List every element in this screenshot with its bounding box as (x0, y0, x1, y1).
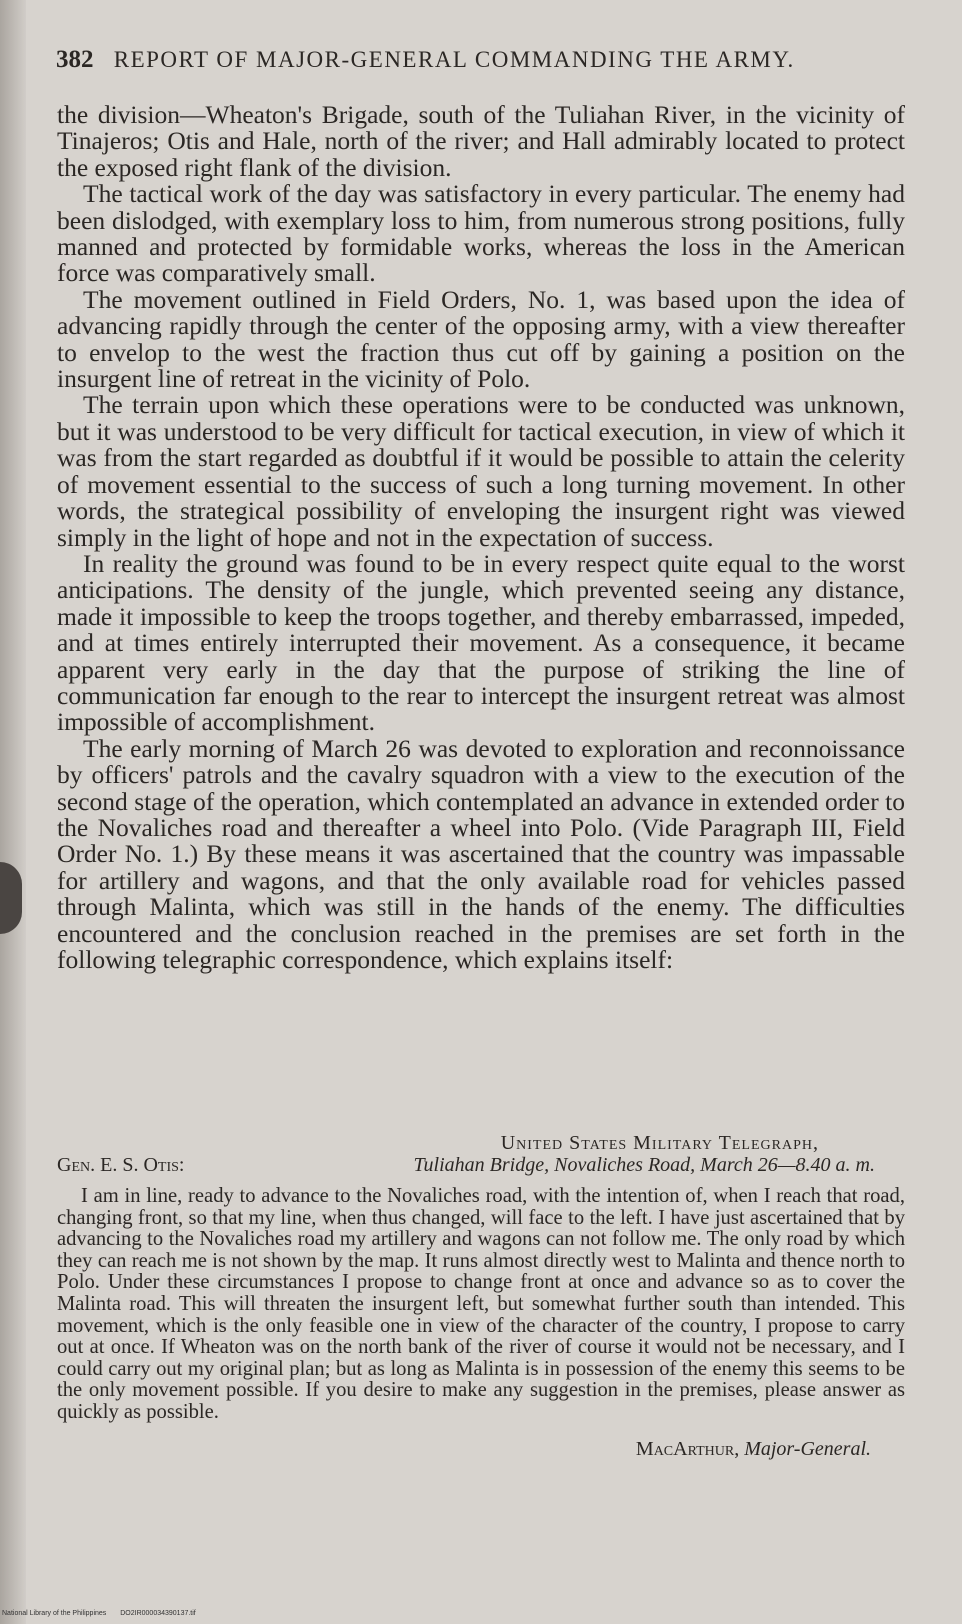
telegram (57, 1132, 905, 1460)
page-header (56, 46, 898, 74)
page-binding-edge (0, 0, 26, 1624)
footer-identifier: DO2IR000034390137.tif (120, 1610, 196, 1617)
telegram-addressee: Gen. E. S. Otis: (57, 1154, 185, 1176)
paragraph: The terrain upon which these operations were to be conducted was unknown, but it was understood to be very difficult for tactical execution, in view of which it was from the start regarded as doubtful if it would be possible to attain the celerity of movement essential to the success of such a long turning movement. In other words, the strategical possibility of enveloping the insurgent right was viewed simply in the light of hope and not in the expectation of success. (57, 390, 905, 552)
telegram-heading: United States Military Telegraph, (500, 1132, 819, 1154)
paragraph: In reality the ground was found to be in every respect quite equal to the worst anticipations. The density of the jungle, which prevented seeing any distance, made it impossible to keep the troops together, and thereby embarrassed, impeded, and at times entirely interrupted their movement. As a consequence, it became apparent very early in the day that the purpose of striking the line of communication far enough to the rear to intercept the insurgent retreat was almost impossible of accomplishment. (57, 548, 905, 737)
signature-title: Major-General. (744, 1437, 871, 1460)
paragraph: The tactical work of the day was satisfactory in every particular. The enemy had been dislodged, with exemplary loss to him, from numerous strong positions, fully manned and protected by formidable works, whereas the loss in the American force was comparatively small. (57, 179, 905, 288)
page-number: 382 (56, 46, 94, 73)
footer-credit: National Library of the Philippines (2, 1610, 107, 1617)
signature-name: MacArthur, (635, 1437, 740, 1460)
telegram-body: I am in line, ready to advance to the Novaliches road, with the intention of, when I reach that road, changing front, so that my line, when thus changed, will face to the left. I have just ascertained that by advancing to the Novaliches road my artillery and wagons can not follow me. The only road by which they can reach me is not shown by the map. It runs almost directly west to Malinta and thence north to Polo. Under these circumstances I propose to change front at once and advance so as to cover the Malinta road. This will threaten the insurgent left, but somewhat further south than intended. This movement, which is the only feasible one in view of the character of the country, I propose to carry out at once. If Wheaton was on the north bank of the river of course it would not be necessary, and I could carry out my original plan; but as long as Malinta is in possession of the enemy this seems to be the only movement possible. If you desire to make any suggestion in the premises, please answer as quickly as possible. (57, 1185, 905, 1423)
telegram-header-row (57, 1154, 905, 1176)
running-title: REPORT OF MAJOR-GENERAL COMMANDING THE ARMY. (113, 47, 795, 72)
paragraph: The movement outlined in Field Orders, No. 1, was based upon the idea of advancing rapidly through the center of the opposing army, with a view thereafter to envelop to the west the fraction thus cut off by gaining a position on the insurgent line of retreat in the vicinity of Polo. (57, 284, 905, 394)
paragraph: The early morning of March 26 was devoted to exploration and reconnoissance by officers' patrols and the cavalry squadron with a view to the execution of the second stage of the operation, which contemplated an advance in extended order to the Novaliches road and thereafter a wheel into Polo. (Vide Paragraph III, Field Order No. 1.) By these means it was ascertained that the country was impassable for artillery and wagons, and that the only available road for vehicles passed through Malinta, which was still in the hands of the enemy. The difficulties encountered and the conclusion reached in the premises are set forth in the following telegraphic correspondence, which explains itself: (57, 733, 905, 974)
scan-footer (2, 1610, 196, 1617)
telegram-place-date: Tuliahan Bridge, Novaliches Road, March 26—8.40 a. m. (413, 1154, 875, 1176)
paragraph: the division—Wheaton's Brigade, south of the Tuliahan River, in the vicinity of Tinajeros; Otis and Hale, north of the river; and Hall admirably located to protect the exposed right flank of the division. (57, 100, 905, 182)
thumb-blot (0, 862, 22, 934)
body-text (57, 102, 905, 973)
signature (57, 1438, 905, 1460)
